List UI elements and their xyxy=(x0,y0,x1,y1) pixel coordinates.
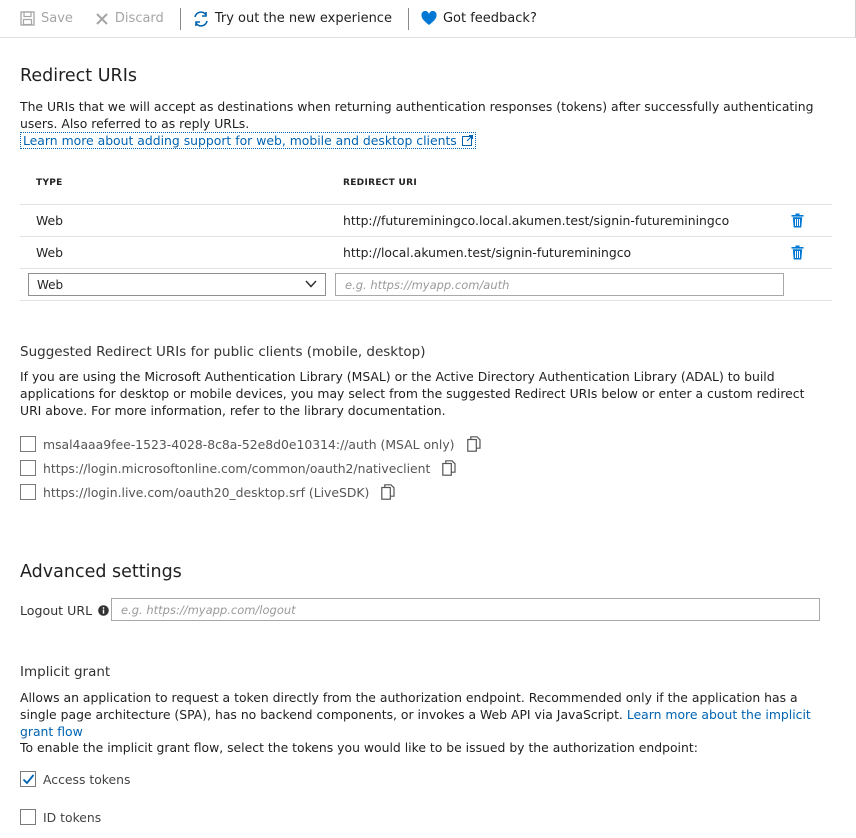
discard-label: Discard xyxy=(114,11,164,26)
logout-url-text: Logout URL xyxy=(20,603,93,618)
id-tokens-checkbox[interactable] xyxy=(20,809,36,825)
delete-icon[interactable] xyxy=(791,213,804,231)
checkbox[interactable] xyxy=(20,460,36,476)
id-tokens-option[interactable] xyxy=(20,809,101,825)
feedback-label: Got feedback? xyxy=(442,11,537,26)
save-icon xyxy=(20,11,35,26)
redirect-uris-heading: Redirect URIs xyxy=(20,66,137,86)
implicit-grant-description xyxy=(20,689,820,740)
redirect-type-value: Web xyxy=(37,277,64,292)
suggested-uri-option[interactable] xyxy=(20,460,456,476)
table-divider xyxy=(20,268,832,269)
save-label: Save xyxy=(41,11,73,26)
table-divider xyxy=(20,204,832,205)
close-icon xyxy=(95,12,109,26)
external-link-icon xyxy=(462,135,473,146)
suggested-uri-label: https://login.microsoftonline.com/common/oauth2/nativeclient xyxy=(43,460,431,476)
redirect-type-select[interactable] xyxy=(28,273,326,296)
feedback-button[interactable] xyxy=(421,0,537,38)
try-new-experience-button[interactable] xyxy=(193,0,392,38)
implicit-grant-heading: Implicit grant xyxy=(20,664,111,680)
row-uri: http://local.akumen.test/signin-futureminingco xyxy=(343,245,632,260)
suggested-uri-option[interactable] xyxy=(20,484,395,500)
redirect-uris-description: The URIs that we will accept as destinations when returning authentication responses (tokens) after successfully authenticating users. Also referred to as reply URLs. xyxy=(20,99,814,131)
copy-icon[interactable] xyxy=(467,436,481,452)
command-bar xyxy=(0,0,856,38)
learn-more-implicit-link[interactable]: Learn more about the implicit grant flow xyxy=(20,707,811,739)
learn-more-redirect-link[interactable] xyxy=(20,132,476,149)
suggested-uri-label: https://login.live.com/oauth20_desktop.srf (LiveSDK) xyxy=(43,484,370,500)
heart-icon xyxy=(421,11,437,26)
row-uri: http://futureminingco.local.akumen.test/signin-futureminingco xyxy=(343,213,730,228)
redirect-uri-column-header: REDIRECT URI xyxy=(343,178,418,188)
table-divider xyxy=(20,300,832,301)
checkbox[interactable] xyxy=(20,436,36,452)
save-button[interactable] xyxy=(20,0,73,38)
row-type: Web xyxy=(36,213,64,228)
access-tokens-checkbox[interactable] xyxy=(20,771,36,787)
id-tokens-label: ID tokens xyxy=(43,809,102,825)
suggested-uris-description: If you are using the Microsoft Authentication Library (MSAL) or the Active Directory Authentication Library (ADAL) to build applications for desktop or mobile devices, you may select from the suggested Redirect URIs below or enter a custom redirect URI above. For more information, refer to the library documentation. xyxy=(20,369,805,418)
access-tokens-label: Access tokens xyxy=(43,771,131,787)
implicit-grant-text: Allows an application to request a token directly from the authorization endpoint. Recommended only if the application has a single page architecture (SPA), has no backend components, or invokes a Web API via JavaScript. xyxy=(20,690,798,722)
toolbar-divider xyxy=(180,8,181,30)
advanced-settings-heading: Advanced settings xyxy=(20,562,182,582)
discard-button[interactable] xyxy=(95,0,164,38)
redirect-uri-input[interactable]: e.g. https://myapp.com/auth xyxy=(335,273,784,296)
copy-icon[interactable] xyxy=(442,460,456,476)
suggested-uri-option[interactable] xyxy=(20,436,481,452)
chevron-down-icon xyxy=(305,280,317,288)
logout-url-input[interactable]: e.g. https://myapp.com/logout xyxy=(111,598,820,621)
try-new-experience-label: Try out the new experience xyxy=(214,11,392,26)
checkbox[interactable] xyxy=(20,484,36,500)
row-type: Web xyxy=(36,245,64,260)
logout-url-label xyxy=(20,603,109,618)
learn-more-redirect-label: Learn more about adding support for web, mobile and desktop clients xyxy=(23,133,457,148)
switch-arrows-icon xyxy=(193,11,209,27)
info-icon[interactable] xyxy=(98,605,109,616)
table-divider xyxy=(20,236,832,237)
delete-icon[interactable] xyxy=(791,245,804,263)
implicit-grant-instruction: To enable the implicit grant flow, select the tokens you would like to be issued by the authorization endpoint: xyxy=(20,740,698,755)
access-tokens-option[interactable] xyxy=(20,771,130,787)
copy-icon[interactable] xyxy=(381,484,395,500)
type-column-header: TYPE xyxy=(36,178,63,188)
suggested-uris-heading: Suggested Redirect URIs for public clients (mobile, desktop) xyxy=(20,344,426,360)
checkmark-icon xyxy=(22,773,35,786)
toolbar-divider-2 xyxy=(408,8,409,30)
suggested-uri-label: msal4aaa9fee-1523-4028-8c8a-52e8d0e10314://auth (MSAL only) xyxy=(43,436,455,452)
